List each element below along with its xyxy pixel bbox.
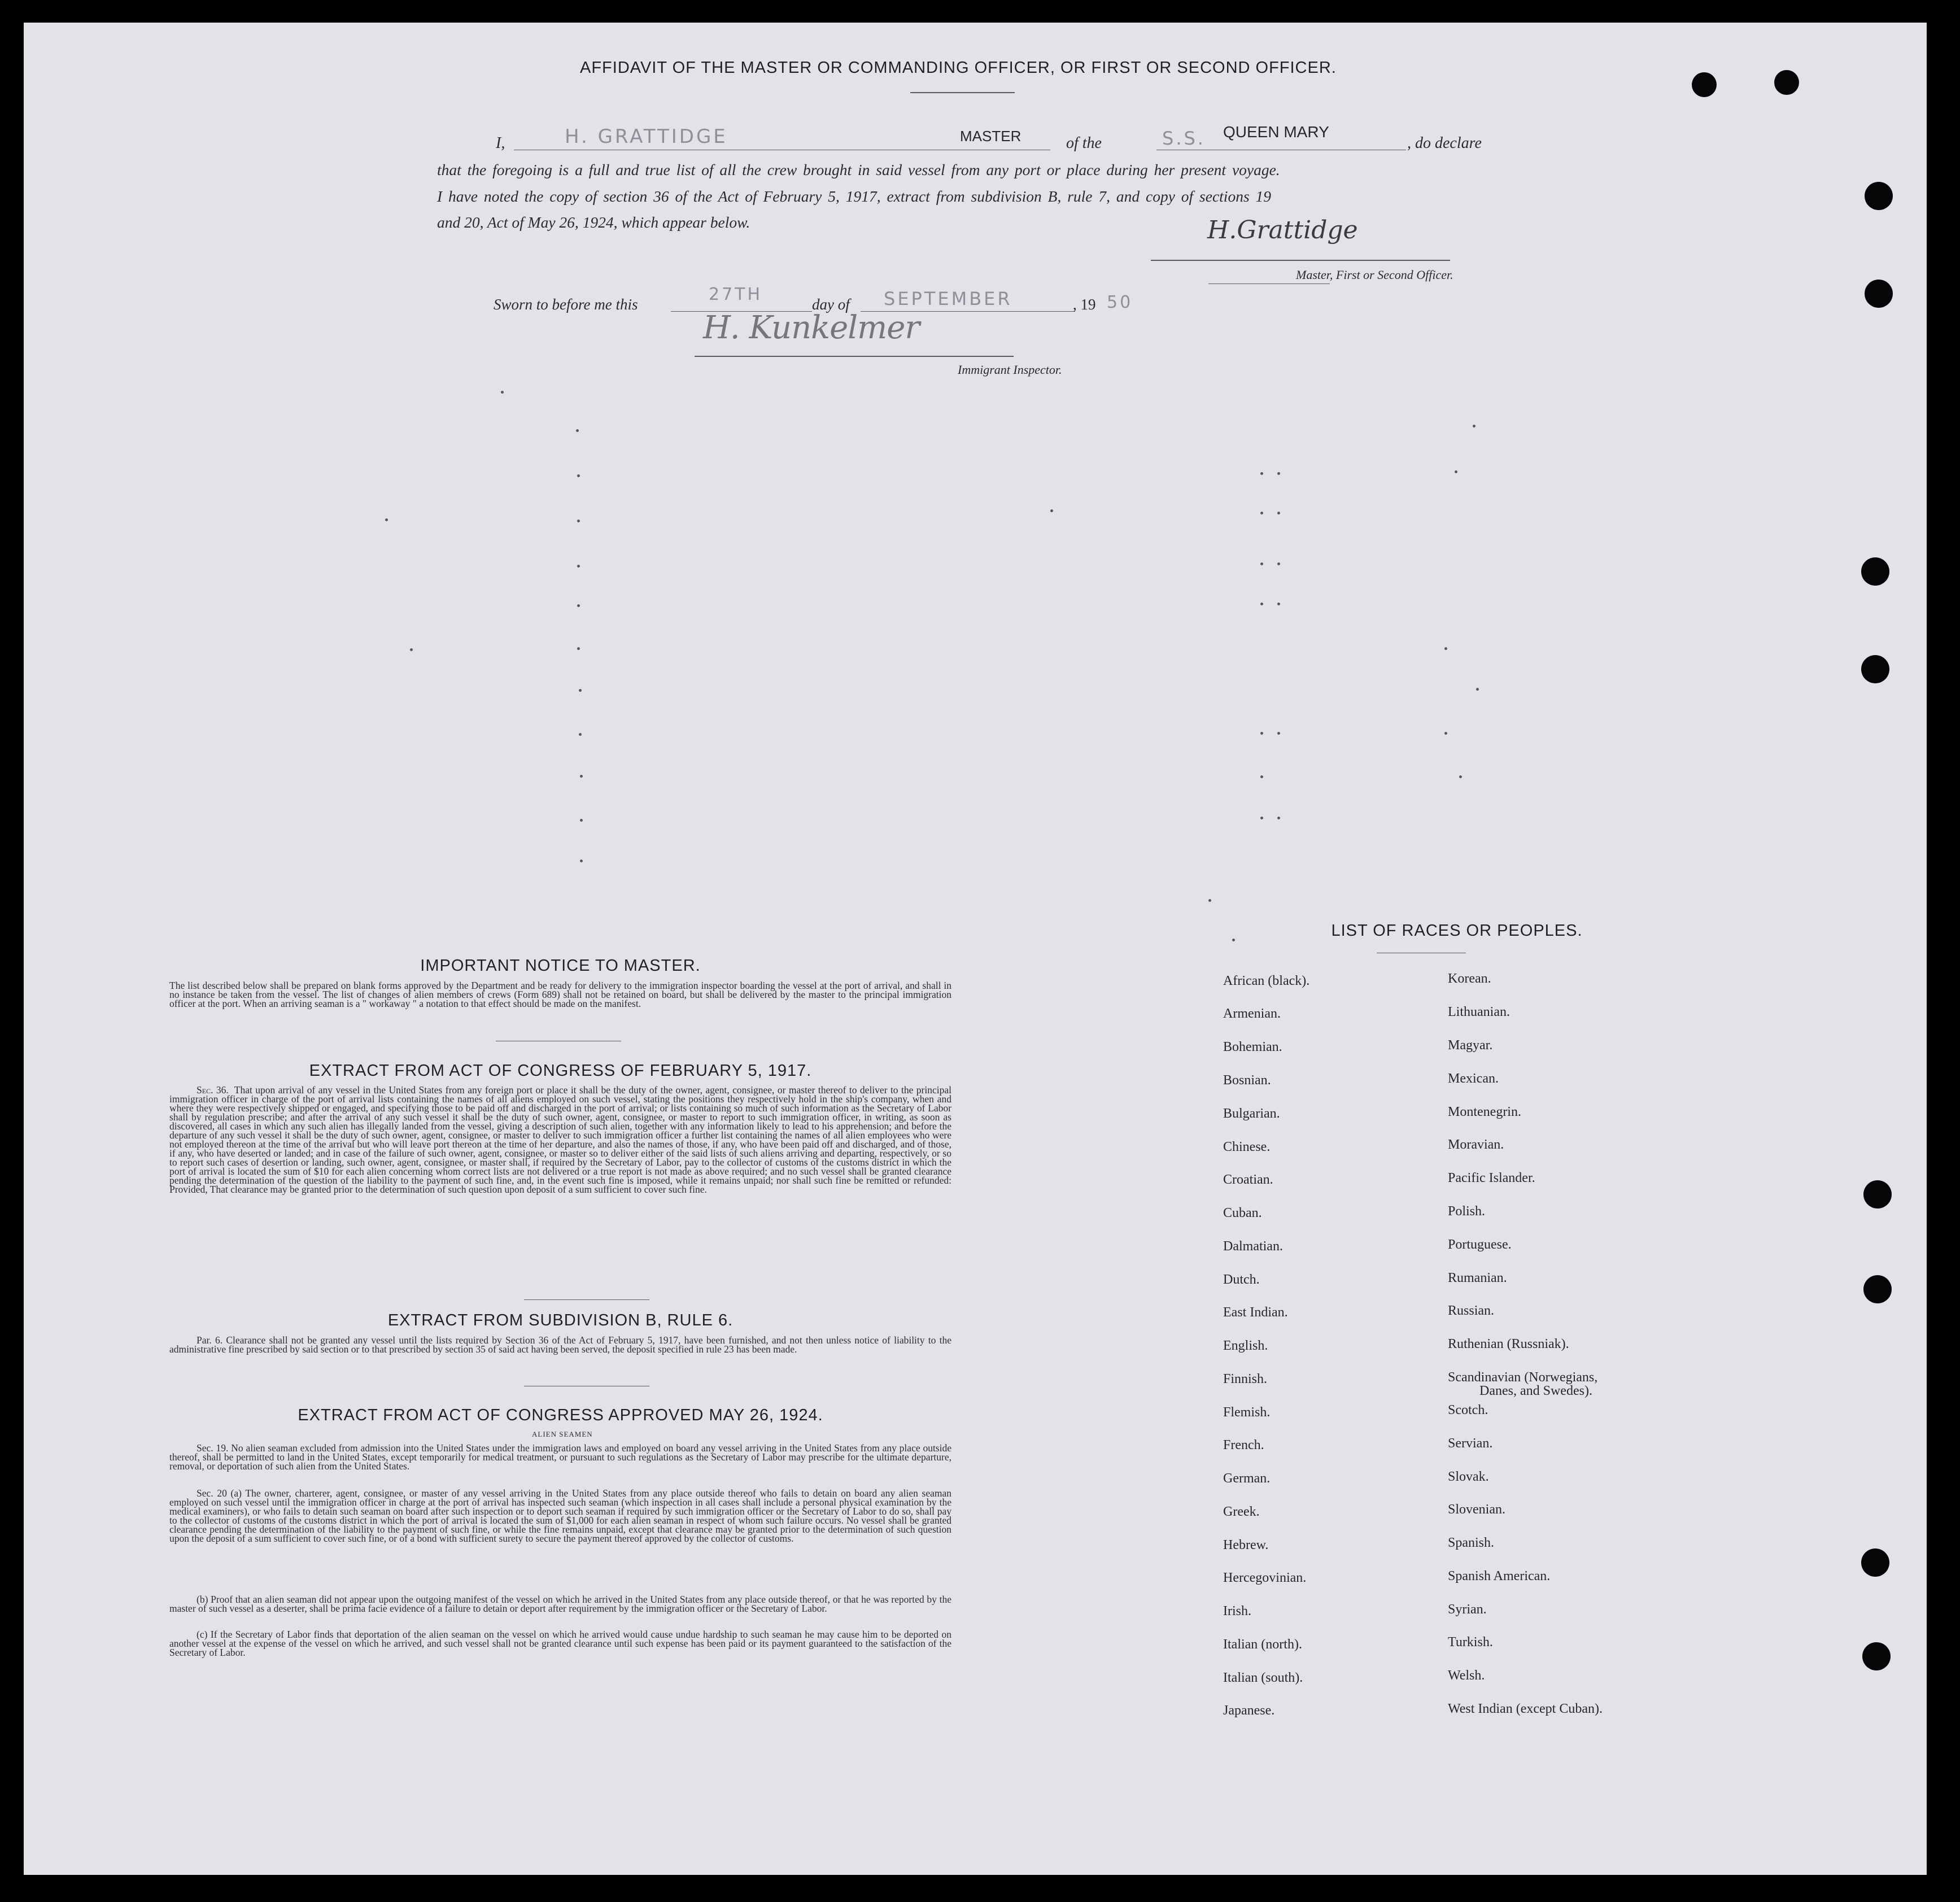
declarant-prefix: I, bbox=[496, 134, 505, 152]
punch-hole bbox=[1865, 280, 1893, 308]
speck bbox=[501, 391, 504, 394]
punch-hole bbox=[1865, 182, 1893, 210]
races-title: LIST OF RACES OR PEOPLES. bbox=[1331, 922, 1583, 940]
speck bbox=[577, 565, 580, 568]
subdivision-b-body: Par. 6. Clearance shall not be granted any vessel until the lists required by Section 36 of the Act of February 5, 1917, have been furnished, and not then unless notice of liability to the administrative fine prescribed by said section or to that prescribed by section 35 of said act having been served, the deposit specified in rule 23 has been made. bbox=[169, 1334, 951, 1355]
sworn-prefix: Sworn to before me this bbox=[494, 296, 638, 313]
year-suffix: 50 bbox=[1107, 293, 1133, 312]
punch-hole bbox=[1692, 72, 1717, 97]
speck bbox=[577, 474, 580, 477]
speck bbox=[1260, 603, 1263, 605]
race-item: Danes, and Swedes). bbox=[1479, 1384, 1592, 1398]
race-item: Pacific Islander. bbox=[1448, 1171, 1535, 1185]
punch-hole bbox=[1861, 557, 1889, 586]
speck bbox=[1260, 472, 1263, 475]
race-item: Scotch. bbox=[1448, 1403, 1488, 1417]
speck bbox=[1050, 509, 1053, 512]
speck bbox=[580, 819, 583, 822]
speck bbox=[579, 689, 582, 692]
race-item: Croatian. bbox=[1223, 1172, 1273, 1187]
vessel-name: QUEEN MARY bbox=[1223, 123, 1329, 141]
extract-1917-body bbox=[169, 1085, 951, 1194]
race-item: Greek. bbox=[1223, 1504, 1260, 1519]
speck bbox=[1260, 512, 1263, 514]
race-item: Magyar. bbox=[1448, 1038, 1493, 1053]
race-item: West Indian (except Cuban). bbox=[1448, 1702, 1603, 1716]
of-the-label: of the bbox=[1066, 134, 1102, 152]
speck bbox=[1277, 472, 1280, 475]
race-item: Servian. bbox=[1448, 1436, 1493, 1451]
signature-strike bbox=[1208, 283, 1330, 284]
race-item: Lithuanian. bbox=[1448, 1005, 1510, 1019]
race-item: Slovenian. bbox=[1448, 1502, 1505, 1517]
race-item: Irish. bbox=[1223, 1604, 1251, 1619]
race-item: African (black). bbox=[1223, 974, 1310, 988]
extract-1924-sec-20a: Sec. 20 (a) The owner, charterer, agent, consignee, or master of any vessel arriving in the United States from any place outside thereof who fails to detain on board any alien seaman employed on such vessel until the immigration officer in charge at the port of arrival has inspected such seaman (which inspection in all cases shall include a personal physical examination by the medical examiners), or who fails to detain such seaman on board after such inspection or to deport such seaman if required by such immigration officer or the Secretary of Labor to do so, shall pay to the collector of customs of the customs district in which the port of arrival is located the sum of $1,000 for each alien seaman in respect of whom such failure occurs. No vessel shall be granted clearance pending the determination of the liability to the payment of such fine, or while the fine remains unpaid, except that clearance may be granted prior to the determination of such question upon the deposit of a sum sufficient to cover such fine, or of a bond with sufficient surety to secure the payment thereof approved by the collector of customs. bbox=[169, 1487, 951, 1544]
speck bbox=[577, 647, 580, 650]
speck bbox=[1277, 817, 1280, 819]
affidavit-line-2: that the foregoing is a full and true list of all the crew brought in said vessel from any port or place during her present voyage. bbox=[437, 161, 1280, 178]
extract-1924-sec-20b: (b) Proof that an alien seaman did not appear upon the outgoing manifest of the vessel on which he arrived in the United States from any place outside thereof, or that he was reported by the master of such vessel as a deserter, shall be prima facie evidence of a failure to detain or deport after requirement by the immigration officer or the Secretary of Labor. bbox=[169, 1594, 951, 1614]
affidavit-line-4: and 20, Act of May 26, 1924, which appear below. bbox=[437, 213, 750, 231]
master-signature: H.Grattidge bbox=[1207, 216, 1358, 245]
speck bbox=[1277, 603, 1280, 605]
race-item: Finnish. bbox=[1223, 1372, 1268, 1386]
speck bbox=[576, 429, 579, 432]
race-item: Turkish. bbox=[1448, 1635, 1493, 1650]
race-item: German. bbox=[1223, 1471, 1271, 1486]
punch-hole bbox=[1863, 1275, 1892, 1303]
punch-hole bbox=[1774, 70, 1799, 95]
race-item: Japanese. bbox=[1223, 1703, 1275, 1718]
title-underline bbox=[910, 92, 1015, 93]
speck bbox=[1260, 775, 1263, 778]
speck bbox=[385, 518, 388, 521]
race-item: Bohemian. bbox=[1223, 1040, 1282, 1054]
extract-1917-text: That upon arrival of any vessel in the United States from any foreign port or place it shall be the duty of the owner, agent, consignee, or master thereof to deliver to the principal immigration officer in charge of the port of arrival lists containing the names of all aliens employed on such vessel, stating the positions they respectively hold in the ship's company, when and where they were respectively shipped or engaged, and specifying those to be paid off and discharged in the port of arrival; or lists containing so much of such information as the Secretary of Labor shall by regulation prescribe; and after the arrival of any such vessel it shall be the duty of such owner, agent, consignee, or master to report to such immigration officer, in writing, as soon as discovered, all cases in which any such alien has illegally landed from the vessel, giving a description of such alien, together with any information likely to lead to his apprehension; and before the departure of any such vessel it shall be the duty of such owner, agent, consignee, or master to deliver to such immigration officer a further list containing the names of all alien employees who were not employed thereon at the time of the arrival but who will leave port thereon at the time of her departure, and also the names of those, if any, who have been paid off and discharged, and of those, if any, who have deserted or landed; and in case of the failure of such owner, agent, consignee, or master so to deliver either of the said lists of such aliens arriving and departing, respectively, or so to report such cases of desertion or landing, such owner, agent, consignee, or master shall, if required by the Secretary of Labor, pay to the collector of customs of the customs district in which the port of arrival is located the sum of $10 for each alien concerning whom correct lists are not delivered or a true report is not made as above required; and no such vessel shall be granted clearance pending the determination of the question of the liability to the payment of such fine, and, in the event such fine is imposed, while it remains unpaid; nor shall such fine be remitted or refunded: Provided, That clearance may be granted prior to the determination of such question upon deposit of a sum sufficient to cover such fine. bbox=[169, 1084, 951, 1195]
race-item: Portuguese. bbox=[1448, 1237, 1512, 1252]
speck bbox=[410, 648, 413, 651]
extract-1924-subtitle: ALIEN SEAMEN bbox=[532, 1430, 593, 1438]
subdivision-b-title: EXTRACT FROM SUBDIVISION B, RULE 6. bbox=[387, 1311, 734, 1329]
speck bbox=[580, 775, 583, 778]
speck bbox=[1232, 939, 1235, 941]
race-item: French. bbox=[1223, 1438, 1264, 1452]
extract-1917-title: EXTRACT FROM ACT OF CONGRESS OF FEBRUARY 5, 1917. bbox=[309, 1062, 812, 1080]
do-declare-label: , do declare bbox=[1407, 134, 1482, 152]
race-item: Dalmatian. bbox=[1223, 1239, 1283, 1254]
race-item: Flemish. bbox=[1223, 1405, 1271, 1420]
notice-body: The list described below shall be prepared on blank forms approved by the Department and be ready for delivery to the immigration inspector boarding the vessel at the port of arrival, and shall in no instance be taken from the vessel. The list of changes of alien members of crews (Form 689) shall not be retained on board, but shall be delivered by the master to the principal immigration officer at the port. When an arriving seaman is a " workaway " a notation to that effect should be made on the manifest. bbox=[169, 980, 951, 1009]
race-item: Spanish. bbox=[1448, 1535, 1495, 1550]
race-item: Ruthenian (Russniak). bbox=[1448, 1337, 1569, 1351]
punch-hole bbox=[1862, 1642, 1891, 1670]
race-item: Cuban. bbox=[1223, 1206, 1262, 1220]
signature-line bbox=[1151, 260, 1450, 261]
speck bbox=[1260, 732, 1263, 735]
extract-1917-sec-label: Sec. 36. bbox=[197, 1084, 229, 1096]
race-item: Hebrew. bbox=[1223, 1538, 1269, 1552]
speck bbox=[1260, 817, 1263, 819]
speck bbox=[1444, 647, 1447, 650]
race-item: Italian (north). bbox=[1223, 1637, 1302, 1652]
speck bbox=[1476, 688, 1479, 691]
inspector-signature: H. Kunkelmer bbox=[703, 309, 920, 346]
speck bbox=[1208, 899, 1211, 902]
race-item: Russian. bbox=[1448, 1303, 1495, 1318]
race-item: Hercegovinian. bbox=[1223, 1571, 1307, 1585]
speck bbox=[1277, 562, 1280, 565]
speck bbox=[1260, 562, 1263, 565]
speck bbox=[1459, 775, 1462, 778]
speck bbox=[579, 733, 582, 736]
extract-1917-divider bbox=[524, 1299, 649, 1300]
speck bbox=[577, 520, 580, 522]
extract-1924-sec-19: Sec. 19. No alien seaman excluded from admission into the United States under the immigration laws and employed on board any vessel arriving in the United States from any place outside thereof, shall be permitted to land in the United States, except temporarily for medical treatment, or pursuant to such regulations as the Secretary of Labor may prescribe for the ultimate departure, removal, or deportation of such alien from the United States. bbox=[169, 1442, 951, 1472]
race-item: Syrian. bbox=[1448, 1602, 1487, 1617]
day-of-label: day of bbox=[812, 296, 850, 313]
declarant-name: H. GRATTIDGE bbox=[565, 125, 728, 148]
vessel-prefix: S.S. bbox=[1162, 128, 1206, 149]
race-item: Rumanian. bbox=[1448, 1271, 1507, 1285]
inspector-caption: Immigrant Inspector. bbox=[958, 363, 1062, 377]
race-item: Armenian. bbox=[1223, 1006, 1281, 1021]
signature-caption: Master, First or Second Officer. bbox=[1296, 268, 1453, 282]
sworn-month: SEPTEMBER bbox=[884, 288, 1012, 309]
speck bbox=[577, 604, 580, 607]
race-item: East Indian. bbox=[1223, 1305, 1288, 1320]
affidavit-title: AFFIDAVIT OF THE MASTER OR COMMANDING OFFICER, OR FIRST OR SECOND OFFICER. bbox=[580, 59, 1337, 77]
race-item: Chinese. bbox=[1223, 1140, 1271, 1154]
speck bbox=[1277, 732, 1280, 735]
race-item: Scandinavian (Norwegians, bbox=[1448, 1370, 1598, 1385]
race-item: Mexican. bbox=[1448, 1071, 1499, 1086]
race-item: Korean. bbox=[1448, 971, 1491, 986]
sworn-day: 27TH bbox=[709, 285, 763, 304]
race-item: Bosnian. bbox=[1223, 1073, 1271, 1088]
extract-1924-sec-20c: (c) If the Secretary of Labor finds that deportation of the alien seaman on the vessel on which he arrived would cause undue hardship to such seaman he may cause him to be deported on another vessel at the expense of the vessel on which he arrived, and such vessel shall not be granted clearance until such expense has been paid or its payment guaranteed to the satisfaction of the Secretary of Labor. bbox=[169, 1629, 951, 1658]
speck bbox=[1277, 512, 1280, 514]
extract-1924-title: EXTRACT FROM ACT OF CONGRESS APPROVED MAY 26, 1924. bbox=[298, 1406, 823, 1424]
affidavit-line-3: I have noted the copy of section 36 of the Act of February 5, 1917, extract from subdivision B, rule 7, and copy of sections 19 bbox=[437, 187, 1272, 205]
race-item: Welsh. bbox=[1448, 1668, 1485, 1683]
race-item: Slovak. bbox=[1448, 1469, 1489, 1484]
race-item: Spanish American. bbox=[1448, 1569, 1551, 1583]
declarant-rank: MASTER bbox=[960, 128, 1022, 145]
race-item: Moravian. bbox=[1448, 1137, 1504, 1152]
speck bbox=[1473, 425, 1476, 427]
speck bbox=[580, 860, 583, 862]
speck bbox=[1444, 732, 1447, 735]
race-item: Bulgarian. bbox=[1223, 1106, 1280, 1121]
race-item: Dutch. bbox=[1223, 1272, 1260, 1287]
punch-hole bbox=[1863, 1180, 1892, 1209]
race-item: English. bbox=[1223, 1338, 1268, 1353]
year-prefix: , 19 bbox=[1073, 296, 1096, 313]
speck bbox=[1455, 470, 1457, 473]
punch-hole bbox=[1861, 1548, 1889, 1577]
race-item: Montenegrin. bbox=[1448, 1105, 1521, 1119]
notice-title: IMPORTANT NOTICE TO MASTER. bbox=[420, 957, 701, 975]
race-item: Polish. bbox=[1448, 1204, 1486, 1219]
punch-hole bbox=[1861, 655, 1889, 683]
inspector-line bbox=[695, 356, 1014, 357]
race-item: Italian (south). bbox=[1223, 1670, 1303, 1685]
